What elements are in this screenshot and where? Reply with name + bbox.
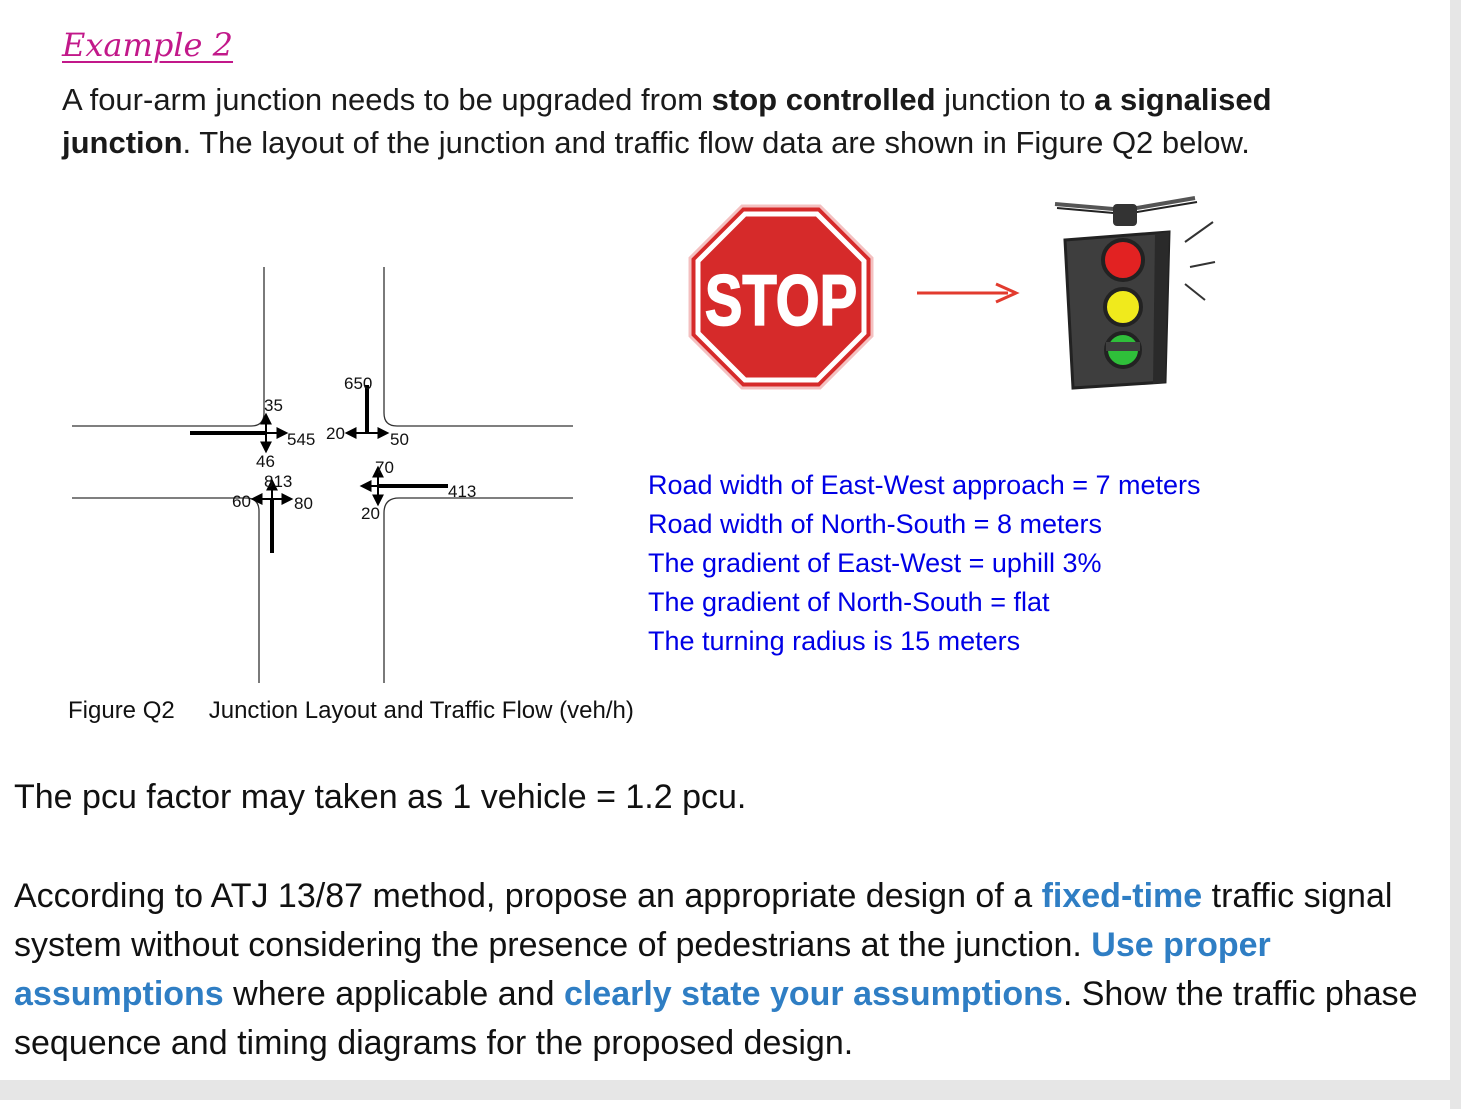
- task-text-3: where applicable and: [223, 975, 564, 1013]
- spec-ns-width: Road width of North-South = 8 meters: [648, 509, 1102, 539]
- intro-text-1: A four-arm junction needs to be upgraded from: [62, 82, 712, 117]
- road-specifications: [648, 466, 1201, 661]
- flow-label-545: 545: [287, 430, 316, 449]
- flow-label-60: 60: [232, 492, 251, 511]
- right-arrow-icon: [912, 278, 1022, 308]
- figure-caption: [68, 697, 634, 725]
- flow-label-20-top: 20: [326, 424, 345, 443]
- task-highlight-state-assumptions: clearly state your assumptions: [563, 975, 1063, 1013]
- flow-label-813: 813: [264, 472, 293, 491]
- intro-paragraph: [62, 78, 1392, 164]
- flow-label-35: 35: [264, 396, 283, 415]
- task-text-1: According to ATJ 13/87 method, propose an appropriate design of a: [14, 877, 1042, 915]
- stop-sign-text: STOP: [704, 260, 858, 341]
- road-edge-sw: [72, 498, 259, 683]
- intro-bold-2: a signalised junction: [62, 82, 1272, 160]
- road-edge-ne: [384, 267, 573, 426]
- road-edge-nw: [72, 267, 264, 426]
- road-edges: [72, 267, 573, 683]
- spec-ew-gradient: The gradient of East-West = uphill 3%: [648, 548, 1102, 578]
- task-highlight-fixed-time: fixed-time: [1041, 877, 1203, 915]
- intro-text-3: . The layout of the junction and traffic flow data are shown in Figure Q2 below.: [182, 125, 1250, 160]
- figure-title: Junction Layout and Traffic Flow (veh/h): [208, 697, 634, 724]
- traffic-light-icon: [1045, 192, 1220, 397]
- spec-turning-radius: The turning radius is 15 meters: [648, 626, 1021, 656]
- intro-bold-1: stop controlled: [711, 82, 936, 117]
- flow-label-46: 46: [256, 452, 275, 471]
- flow-label-413: 413: [448, 482, 477, 501]
- spec-ns-gradient: The gradient of North-South = flat: [648, 587, 1050, 617]
- flow-label-50: 50: [390, 430, 409, 449]
- flow-label-80: 80: [294, 494, 313, 513]
- task-text-4: . Show the traffic phase sequence and timing diagrams for the proposed design.: [14, 975, 1418, 1062]
- flow-arrows: [190, 385, 448, 553]
- task-highlight-assumptions: Use proper assumptions: [14, 926, 1271, 1013]
- flow-label-70: 70: [375, 458, 394, 477]
- figure-label: Figure Q2: [68, 697, 175, 724]
- intro-text-2: junction to: [935, 82, 1095, 117]
- spec-ew-width: Road width of East-West approach = 7 meters: [648, 470, 1201, 500]
- example-title: Example 2: [62, 26, 234, 64]
- junction-diagram: [60, 255, 590, 690]
- road-edge-se: [384, 498, 573, 683]
- flow-label-650: 650: [344, 374, 373, 393]
- task-text-2: traffic signal system without considering the presence of pedestrians at the junction.: [14, 877, 1393, 964]
- next-page-edge: [0, 1100, 1450, 1109]
- pcu-statement: The pcu factor may taken as 1 vehicle = 1.2 pcu.: [14, 778, 747, 816]
- task-paragraph: [14, 872, 1434, 1068]
- stop-sign-icon: [686, 202, 876, 392]
- flow-label-20-bottom: 20: [361, 504, 380, 523]
